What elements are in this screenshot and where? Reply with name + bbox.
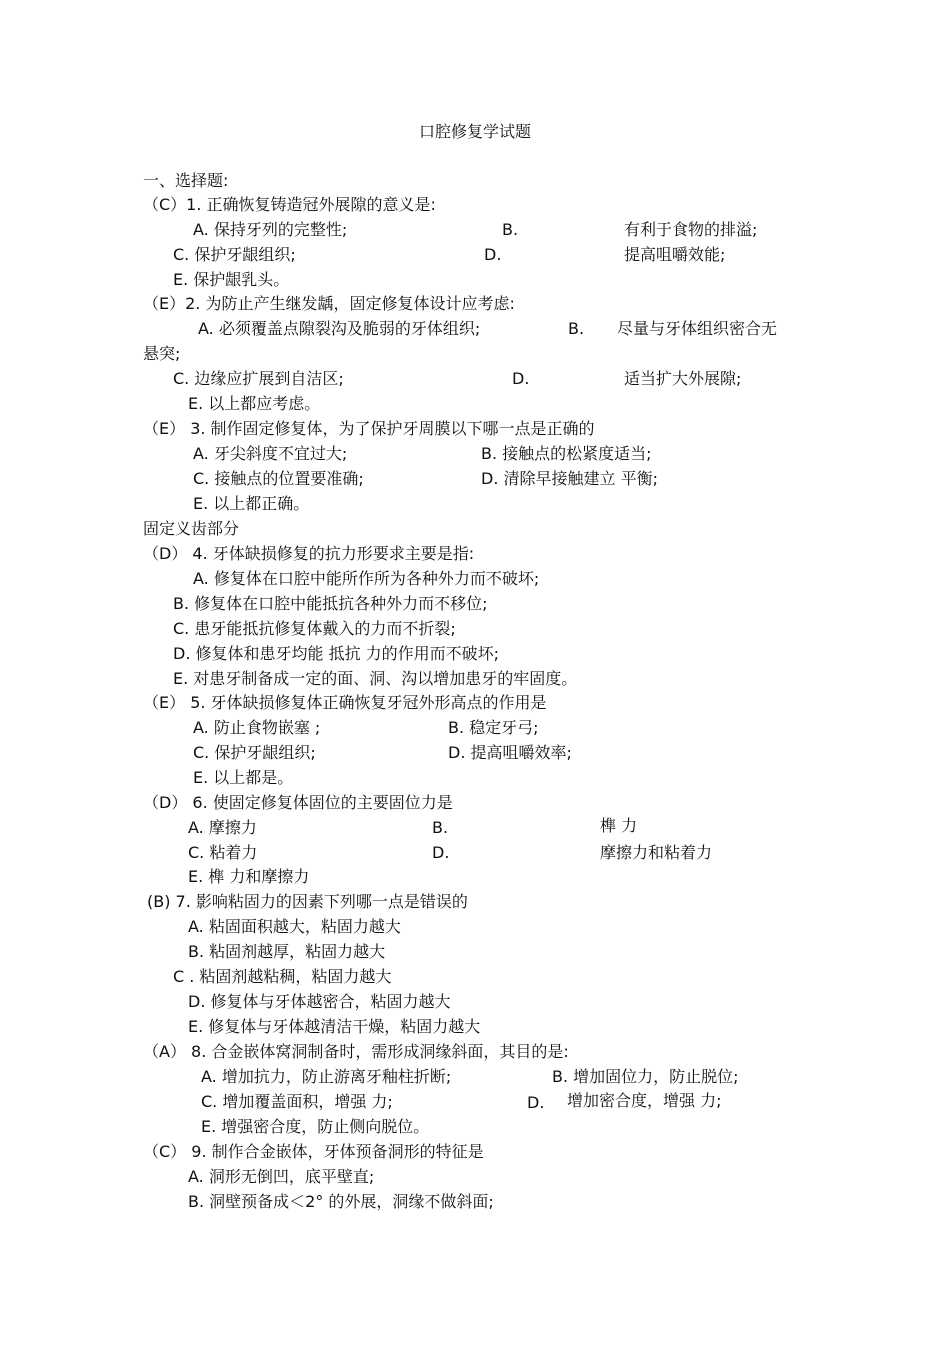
q4-option-b: B. 修复体在口腔中能抵抗各种外力而不移位; [173,594,488,613]
q1-option-c: C. 保护牙龈组织; [173,245,296,264]
q2-option-b-continued: 悬突; [143,344,181,363]
q1-option-d-letter: D. [484,245,502,264]
q7-option-e: E. 修复体与牙体越清洁干燥，粘固力越大 [188,1017,481,1036]
question-3: （E） 3. 制作固定修复体，为了保护牙周膜以下哪一点是正确的 [143,419,595,438]
question-2: （E）2. 为防止产生继发龋，固定修复体设计应考虑: [143,294,515,313]
q5-option-a: A. 防止食物嵌塞 ; [193,718,321,737]
q3-option-d: D. 清除早接触建立 平衡; [481,469,658,488]
page-title: 口腔修复学试题 [418,122,531,141]
q7-option-b: B. 粘固剂越厚，粘固力越大 [188,942,386,961]
question-5: （E） 5. 牙体缺损修复体正确恢复牙冠外形高点的作用是 [143,693,547,712]
q9-option-a: A. 洞形无倒凹，底平壁直; [188,1167,375,1186]
question-1: （C）1. 正确恢复铸造冠外展隙的意义是: [143,195,436,214]
q1-option-e: E. 保护龈乳头。 [173,270,290,289]
q2-option-a: A. 必须覆盖点隙裂沟及脆弱的牙体组织; [198,319,481,338]
q4-option-e: E. 对患牙制备成一定的面、洞、沟以增加患牙的牢固度。 [173,669,578,688]
q4-option-a: A. 修复体在口腔中能所作所为各种外力而不破坏; [193,569,540,588]
question-7: (B) 7. 影响粘固力的因素下列哪一点是错误的 [147,892,468,911]
q1-option-b-letter: B. [502,220,519,239]
q1-option-d: 提高咀嚼效能; [624,245,726,264]
q6-option-b: 榫 力 [600,816,638,835]
question-9: （C） 9. 制作合金嵌体，牙体预备洞形的特征是 [143,1142,484,1161]
q9-option-b: B. 洞壁预备成＜2° 的外展，洞缘不做斜面; [188,1192,494,1211]
q3-option-b: B. 接触点的松紧度适当; [481,444,652,463]
q6-option-d-letter: D. [432,843,450,862]
q2-option-e: E. 以上都应考虑。 [188,394,321,413]
q2-option-c: C. 边缘应扩展到自洁区; [173,369,344,388]
q2-option-d-letter: D. [512,369,530,388]
q3-option-a: A. 牙尖斜度不宜过大; [193,444,348,463]
q8-option-d: 增加密合度，增强 力; [567,1091,722,1110]
q3-option-e: E. 以上都正确。 [193,494,310,513]
q6-option-a: A. 摩擦力 [188,818,257,837]
q7-option-d: D. 修复体与牙体越密合，粘固力越大 [188,992,451,1011]
q2-option-b-letter: B. [568,319,585,338]
q4-option-c: C. 患牙能抵抗修复体戴入的力而不折裂; [173,619,456,638]
q5-option-e: E. 以上都是。 [193,768,294,787]
q8-option-d-letter: D. [527,1093,545,1112]
q8-option-c: C. 增加覆盖面积，增强 力; [201,1092,393,1111]
section-heading-fixed-bridge: 固定义齿部分 [143,519,240,538]
q4-option-d: D. 修复体和患牙均能 抵抗 力的作用而不破坏; [173,644,500,663]
q8-option-e: E. 增强密合度，防止侧向脱位。 [201,1117,430,1136]
q5-option-d: D. 提高咀嚼效率; [448,743,572,762]
question-8: （A） 8. 合金嵌体窝洞制备时，需形成洞缘斜面，其目的是: [143,1042,569,1061]
section-heading-choice: 一、选择题: [143,171,229,190]
question-6: （D） 6. 使固定修复体固位的主要固位力是 [143,793,453,812]
q5-option-c: C. 保护牙龈组织; [193,743,316,762]
q5-option-b: B. 稳定牙弓; [448,718,539,737]
q1-option-a: A. 保持牙列的完整性; [193,220,348,239]
q6-option-d: 摩擦力和粘着力 [600,843,713,862]
q6-option-e: E. 榫 力和摩擦力 [188,867,310,886]
q3-option-c: C. 接触点的位置要准确; [193,469,364,488]
q7-option-c: C . 粘固剂越粘稠，粘固力越大 [173,967,392,986]
q6-option-b-letter: B. [432,818,449,837]
q7-option-a: A. 粘固面积越大，粘固力越大 [188,917,401,936]
question-4: （D） 4. 牙体缺损修复的抗力形要求主要是指: [143,544,475,563]
q2-option-d: 适当扩大外展隙; [624,369,742,388]
q2-option-b: 尽量与牙体组织密合无 [617,319,778,338]
q8-option-b: B. 增加固位力，防止脱位; [552,1067,739,1086]
q6-option-c: C. 粘着力 [188,843,258,862]
q8-option-a: A. 增加抗力，防止游离牙釉柱折断; [201,1067,452,1086]
q1-option-b: 有利于食物的排溢; [624,220,758,239]
